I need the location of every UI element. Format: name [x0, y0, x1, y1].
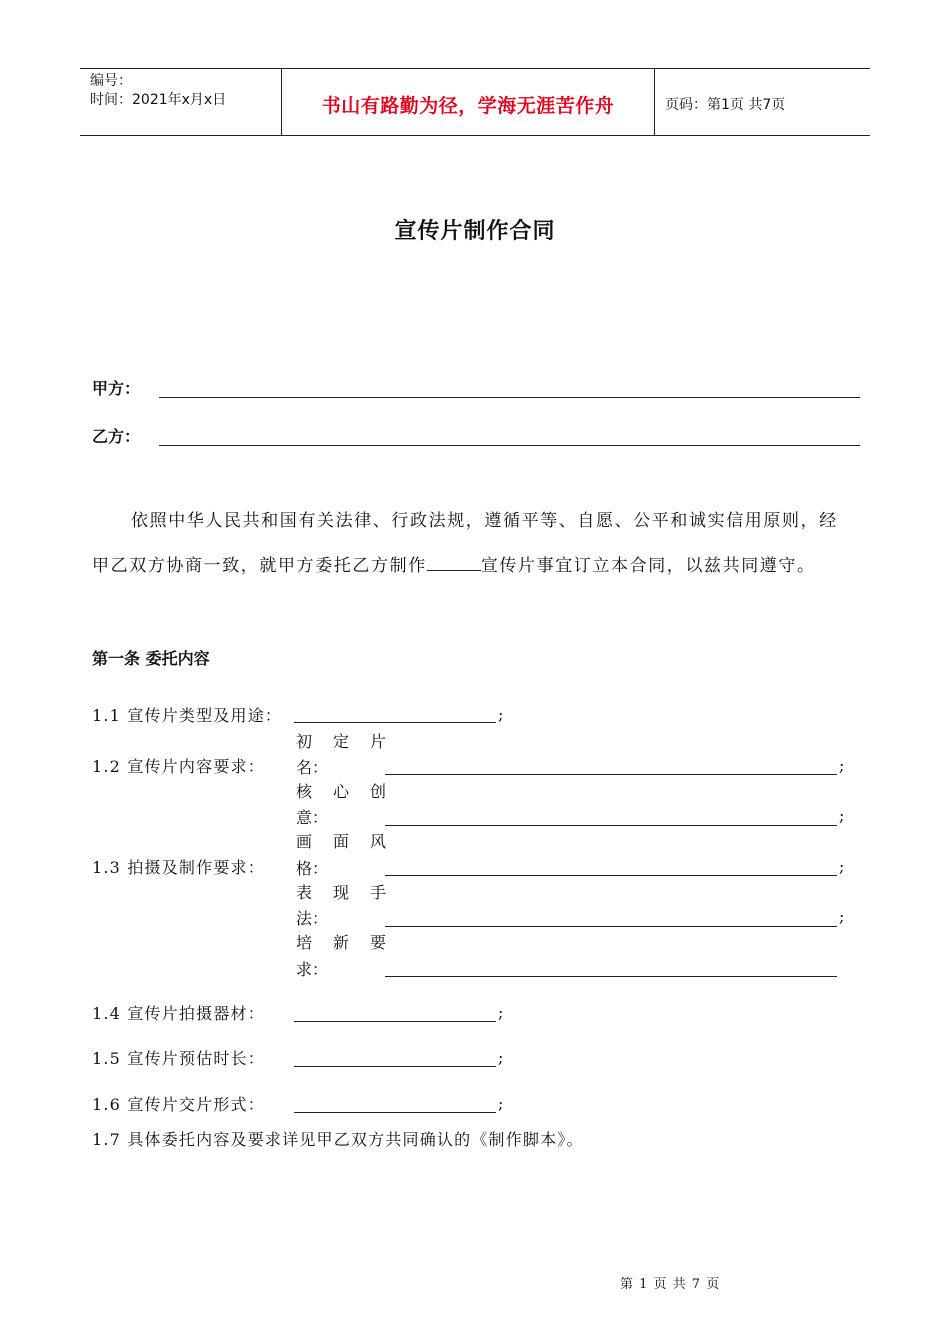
item-1-2-label: 1.2 宣传片内容要求： — [92, 757, 265, 776]
sub-item-style-top: 画 面 风 — [296, 832, 386, 851]
visual-style-field[interactable] — [385, 875, 837, 876]
intro-line-1: 依照中华人民共和国有关法律、行政法规，遵循平等、自愿、公平和诚实信用原则，经 — [131, 511, 838, 531]
item-1-5-field[interactable] — [294, 1066, 496, 1067]
sub-item-style-bottom: 格： — [296, 859, 329, 878]
page-title: 宣传片制作合同 — [394, 219, 556, 244]
party-a-label: 甲方： — [92, 379, 141, 398]
visual-style-semicolon: ; — [839, 857, 845, 876]
item-1-7-label: 1.7 具体委托内容及要求详见甲乙双方共同确认的《制作脚本》。 — [92, 1130, 584, 1149]
technique-semicolon: ; — [839, 907, 845, 926]
item-1-6-semicolon: ; — [498, 1094, 504, 1113]
item-1-4-label: 1.4 宣传片拍摄器材： — [92, 1004, 265, 1023]
sub-item-technique-bottom: 法： — [296, 909, 329, 928]
item-1-1-label: 1.1 宣传片类型及用途： — [92, 706, 283, 725]
sub-item-technique-top: 表 现 手 — [296, 883, 386, 902]
party-a-field[interactable] — [159, 397, 860, 398]
item-1-1-semicolon: ; — [498, 705, 504, 724]
technique-field[interactable] — [385, 926, 837, 927]
item-1-6-label: 1.6 宣传片交片形式： — [92, 1095, 265, 1114]
item-1-6-field[interactable] — [294, 1112, 496, 1113]
project-name-blank[interactable] — [427, 554, 481, 571]
item-1-5-label: 1.5 宣传片预估时长： — [92, 1049, 265, 1068]
new-requirement-field[interactable] — [385, 976, 837, 977]
sub-item-requirement-top: 培 新 要 — [296, 933, 386, 952]
header-motto: 书山有路勤为径，学海无涯苦作舟 — [321, 95, 615, 117]
section-heading: 第一条 委托内容 — [92, 649, 210, 668]
header-page-number: 页码：第1页 共7页 — [665, 97, 786, 113]
party-b-field[interactable] — [159, 445, 860, 446]
doc-date-label: 时间：2021年x月x日 — [90, 92, 227, 108]
header-meta — [90, 72, 226, 110]
sub-item-requirement-bottom: 求： — [296, 960, 329, 979]
intro-line-2 — [92, 551, 862, 576]
sub-item-idea-top: 核 心 创 — [296, 782, 386, 801]
item-1-3-label: 1.3 拍摄及制作要求： — [92, 858, 265, 877]
item-1-4-semicolon: ; — [498, 1003, 504, 1022]
intro-line-2-end: 宣传片事宜订立本合同，以兹共同遵守。 — [480, 556, 816, 576]
doc-number-label: 编号： — [90, 73, 132, 89]
intro-line-2-start: 甲乙双方协商一致，就甲方委托乙方制作 — [92, 556, 427, 576]
item-1-4-field[interactable] — [294, 1021, 496, 1022]
footer-page-number: 第 1 页 共 7 页 — [620, 1277, 721, 1292]
item-1-1-field[interactable] — [294, 722, 496, 723]
core-idea-semicolon: ; — [839, 806, 845, 825]
item-1-5-semicolon: ; — [498, 1048, 504, 1067]
document-header — [80, 68, 870, 136]
core-idea-field[interactable] — [385, 825, 837, 826]
sub-item-title-top: 初 定 片 — [296, 732, 386, 751]
sub-item-idea-bottom: 意： — [296, 808, 329, 827]
film-title-semicolon: ; — [839, 756, 845, 775]
header-divider — [654, 69, 655, 135]
sub-item-title-bottom: 名： — [296, 758, 329, 777]
film-title-field[interactable] — [385, 774, 837, 775]
party-b-label: 乙方： — [92, 427, 141, 446]
